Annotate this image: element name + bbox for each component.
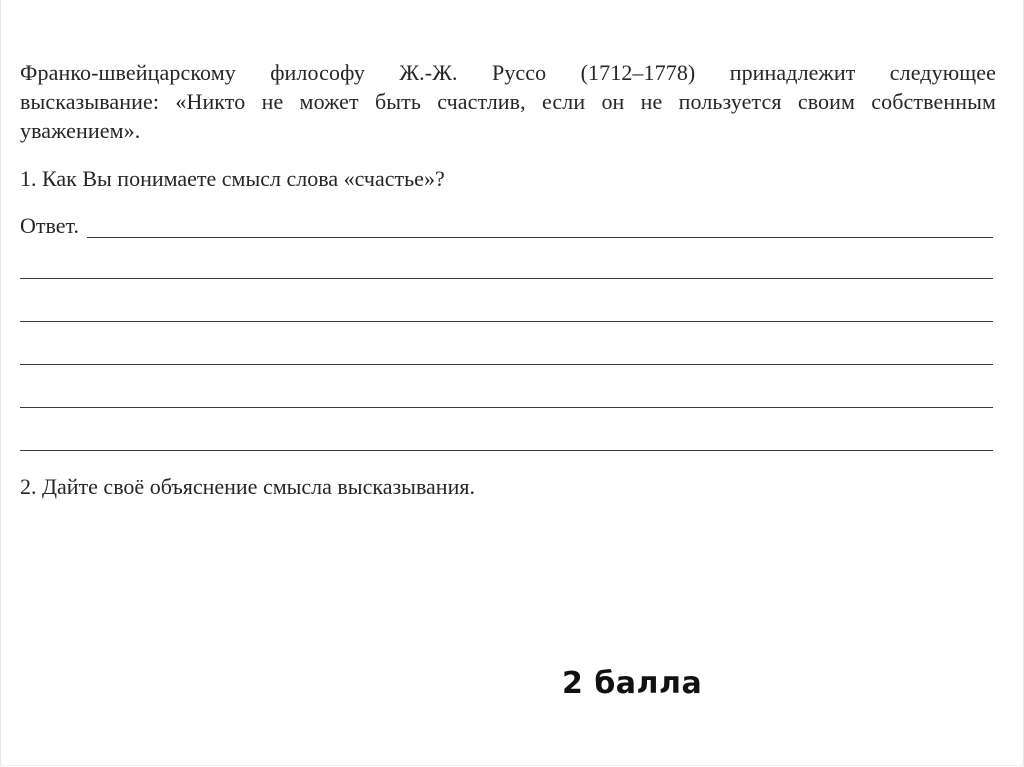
answer-label: Ответ. [20, 213, 79, 238]
question-1: 1. Как Вы понимаете смысл слова «счастье»? [20, 166, 445, 191]
answer-line-6[interactable] [20, 450, 993, 451]
intro-paragraph [20, 58, 996, 145]
answer-line-5[interactable] [20, 407, 993, 408]
answer-line-3[interactable] [20, 321, 993, 322]
worksheet [20, 58, 996, 499]
answer-line-4[interactable] [20, 364, 993, 365]
intro-line-1: Франко-швейцарскому философу Ж.-Ж. Руссо (1712–1778) принадлежит следующее [20, 60, 996, 85]
intro-line-2: высказывание: «Никто не может быть счастлив, если он не пользуется своим собственным [20, 89, 996, 114]
question-2: 2. Дайте своё объяснение смысла высказывания. [20, 474, 475, 499]
intro-line-3: уважением». [20, 118, 141, 143]
answer-line-2[interactable] [20, 278, 993, 279]
score-label: 2 балла [562, 666, 703, 701]
answer-row [20, 211, 993, 240]
answer-line-1[interactable] [87, 215, 993, 238]
